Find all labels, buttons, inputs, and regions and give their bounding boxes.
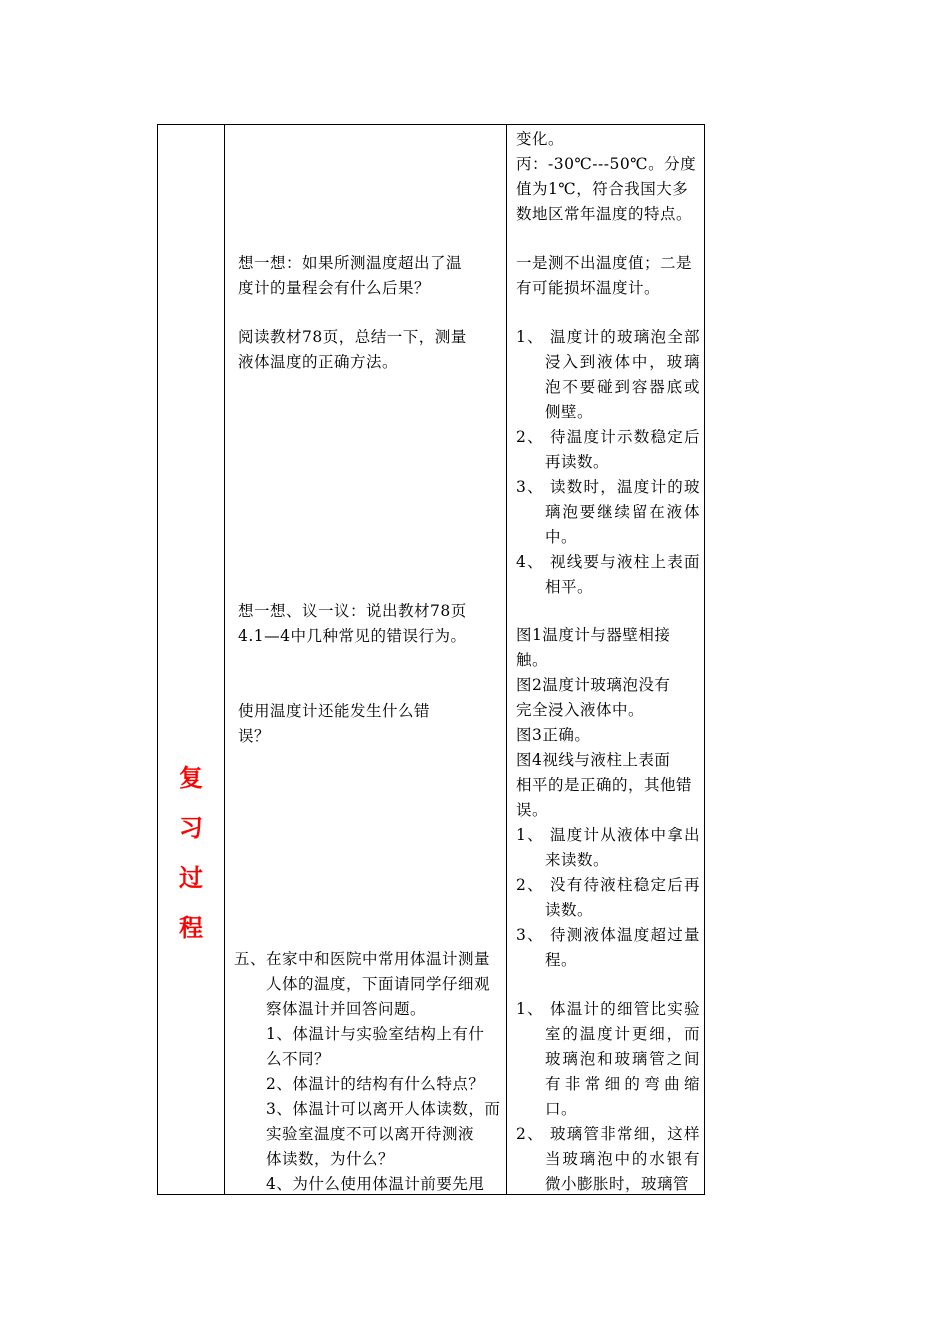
text-line: 误？: [238, 727, 271, 745]
list-item: 2、 没有待液柱稳定后再读数。: [516, 876, 700, 919]
text-line: 五、在家中和医院中常用体温计测量: [234, 950, 491, 968]
section-label-char: 过: [179, 863, 203, 892]
text-line: 值为1℃，符合我国大多: [516, 180, 689, 198]
question-correct-method: [238, 325, 500, 375]
answer-over-range: [516, 251, 700, 301]
answer-common-errors: [516, 623, 700, 823]
question-clinical-thermometer: [234, 947, 502, 1022]
text-line: 完全浸入液体中。: [516, 701, 645, 719]
text-line: 一是测不出温度值；二是: [516, 254, 693, 272]
answer-other-errors: [516, 823, 700, 973]
text-line: 液体温度的正确方法。: [238, 353, 399, 371]
text-line: 丙：-30℃---50℃。分度: [516, 155, 697, 173]
text-line: 图1温度计与器壁相接: [516, 626, 671, 644]
text-line: 变化。: [516, 130, 565, 148]
text-line: 么不同？: [266, 1050, 331, 1068]
answer-clinical-thermometer: [516, 997, 700, 1197]
text-line: 度计的量程会有什么后果？: [238, 279, 431, 297]
text-line: 察体温计并回答问题。: [266, 1000, 427, 1018]
text-line: 实验室温度不可以离开待测液: [266, 1125, 475, 1143]
list-item: 2、 玻璃管非常细，这样当玻璃泡中的水银有微小膨胀时，玻璃管: [516, 1125, 700, 1193]
question-over-range: [238, 251, 500, 301]
answer-correct-method: [516, 325, 700, 600]
text-line: 4、为什么使用体温计前要先甩: [266, 1175, 485, 1193]
text-line: 3、体温计可以离开人体读数，而: [266, 1100, 501, 1118]
text-line: 触。: [516, 651, 549, 669]
text-line: 想一想、议一议：说出教材78页: [238, 602, 467, 620]
list-item: 3、 读数时，温度计的玻璃泡要继续留在液体中。: [516, 478, 700, 546]
list-item: 2、 待温度计示数稳定后再读数。: [516, 428, 700, 471]
list-item: 1、 温度计的玻璃泡全部浸入到液体中，玻璃泡不要碰到容器底或侧壁。: [516, 328, 700, 421]
section-label-char: 习: [179, 813, 203, 842]
section-label-char: 程: [179, 913, 203, 942]
list-item: 4、 视线要与液柱上表面相平。: [516, 553, 700, 596]
section-label: [158, 753, 224, 953]
text-line: 阅读教材78页，总结一下，测量: [238, 328, 467, 346]
text-line: 体读数，为什么？: [266, 1150, 395, 1168]
text-line: 1、体温计与实验室结构上有什: [266, 1025, 485, 1043]
text-line: 图2温度计玻璃泡没有: [516, 676, 671, 694]
column-divider-2: [506, 125, 507, 1194]
text-line: 2、体温计的结构有什么特点？: [266, 1075, 485, 1093]
question-common-errors: [238, 599, 500, 649]
text-line: 图4视线与液柱上表面: [516, 751, 671, 769]
list-item: 1、 温度计从液体中拿出来读数。: [516, 826, 700, 869]
section-label-char: 复: [179, 763, 203, 792]
text-line: 人体的温度，下面请同学仔细观: [266, 975, 491, 993]
text-line: 相平的是正确的，其他错: [516, 776, 693, 794]
text-line: 有可能损坏温度计。: [516, 279, 661, 297]
sub-questions: [266, 1022, 502, 1197]
question-other-errors: [238, 699, 500, 749]
text-line: 想一想：如果所测温度超出了温: [238, 254, 463, 272]
column-divider-1: [224, 125, 225, 1194]
answer-range-note: [516, 127, 700, 227]
text-line: 4.1—4中几种常见的错误行为。: [238, 627, 467, 645]
text-line: 数地区常年温度的特点。: [516, 205, 693, 223]
text-line: 误。: [516, 801, 549, 819]
lesson-table: [157, 124, 705, 1195]
text-line: 使用温度计还能发生什么错: [238, 702, 431, 720]
list-item: 3、 待测液体温度超过量程。: [516, 926, 700, 969]
list-item: 1、 体温计的细管比实验室的温度计更细，而玻璃泡和玻璃管之间有非常细的弯曲缩口。: [516, 1000, 700, 1118]
text-line: 图3正确。: [516, 726, 591, 744]
